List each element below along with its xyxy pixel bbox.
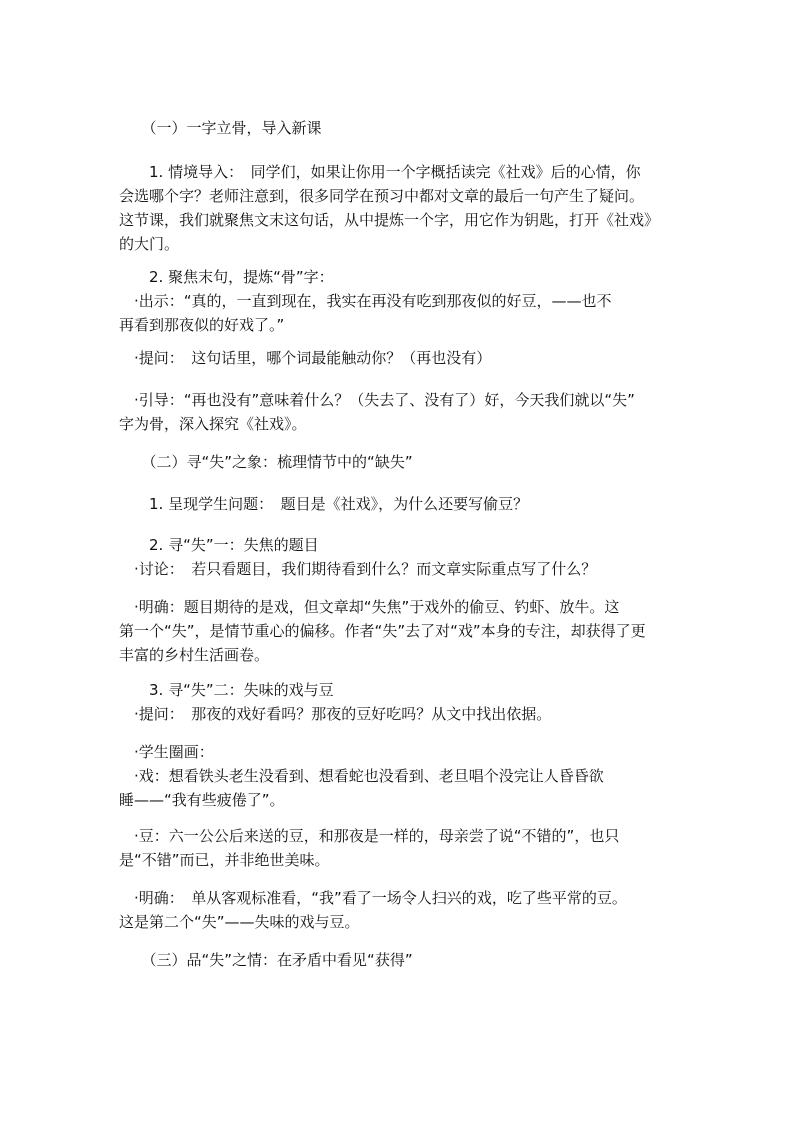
text-line: 会选哪个字？老师注意到，很多同学在预习中都对文章的最后一句产生了疑问。 [119,187,645,205]
text-line: 睡——“我有些疲倦了”。 [119,791,285,809]
paragraph-focus-last-sentence [119,265,679,337]
text-line: 1. 呈现学生问题： 题目是《社戏》，为什么还要写偷豆？ [119,495,529,513]
section-heading-1 [119,116,679,140]
text-line: ·提问： 那夜的戏好看吗？那夜的豆好吃吗？从文中找出依据。 [119,705,552,723]
text-line: ·明确：题目期待的是戏，但文章却“失焦”于戏外的偷豆、钓虾、放牛。这 [119,598,620,616]
text-line: 再看到那夜似的好戏了。” [119,316,285,334]
text-line: 的大门。 [119,235,180,253]
text-line: 2. 寻“失”一：失焦的题目 [119,536,319,554]
paragraph-clarify-1 [119,595,679,667]
text-line: ·出示：“真的，一直到现在，我实在再没有吃到那夜似的好豆，——也不 [119,292,612,310]
text-line: ·戏：想看铁头老生没看到、想看蛇也没看到、老旦唱个没完让人昏昏欲 [119,767,604,785]
section-heading-2 [119,450,679,474]
section-heading-3 [119,948,679,972]
text-line: ·提问： 这句话里，哪个词最能触动你？（再也没有） [119,349,492,367]
paragraph-beans [119,824,679,872]
text-line: （三）品“失”之情：在矛盾中看见“获得” [119,951,413,969]
text-line: 这是第二个“失”——失味的戏与豆。 [119,913,360,931]
paragraph-student-marking [119,740,679,812]
text-line: 这节课，我们就聚焦文末这句话，从中提炼一个字，用它作为钥匙，打开《社戏》 [119,211,660,229]
text-line: 字为骨，深入探究《社戏》。 [119,415,307,433]
text-line: ·豆：六一公公后来送的豆，和那夜是一样的，母亲尝了说“不错的”，也只 [119,827,620,845]
text-line: 1. 情境导入： 同学们，如果让你用一个字概括读完《社戏》后的心情，你 [119,163,641,181]
paragraph-scenario-intro [119,160,679,256]
paragraph-guide [119,388,679,436]
text-line: ·引导：“再也没有”意味着什么？（失去了、没有了）好，今天我们就以“失” [119,391,635,409]
text-line: （二）寻“失”之象：梳理情节中的“缺失” [119,453,413,471]
paragraph-unfocused-title [119,533,679,581]
text-line: ·明确： 单从客观标准看，“我”看了一场令人扫兴的戏，吃了些平常的豆。 [119,889,627,907]
text-line: （一）一字立骨，导入新课 [119,119,322,137]
text-line: 丰富的乡村生活画卷。 [119,646,270,664]
text-line: ·讨论： 若只看题目，我们期待看到什么？而文章实际重点写了什么？ [119,560,597,578]
text-line: 2. 聚焦末句，提炼“骨”字： [119,268,334,286]
text-line: 是“不错”而已，并非绝世美味。 [119,851,330,869]
paragraph-question [119,346,679,370]
paragraph-student-question [119,492,679,516]
text-line: ·学生圈画： [119,743,214,761]
paragraph-tasteless-play-beans [119,678,679,726]
text-line: 3. 寻“失”二：失味的戏与豆 [119,681,334,699]
text-line: 第一个“失”，是情节重心的偏移。作者“失”去了对“戏”本身的专注，却获得了更 [119,622,646,640]
paragraph-clarify-2 [119,886,679,934]
